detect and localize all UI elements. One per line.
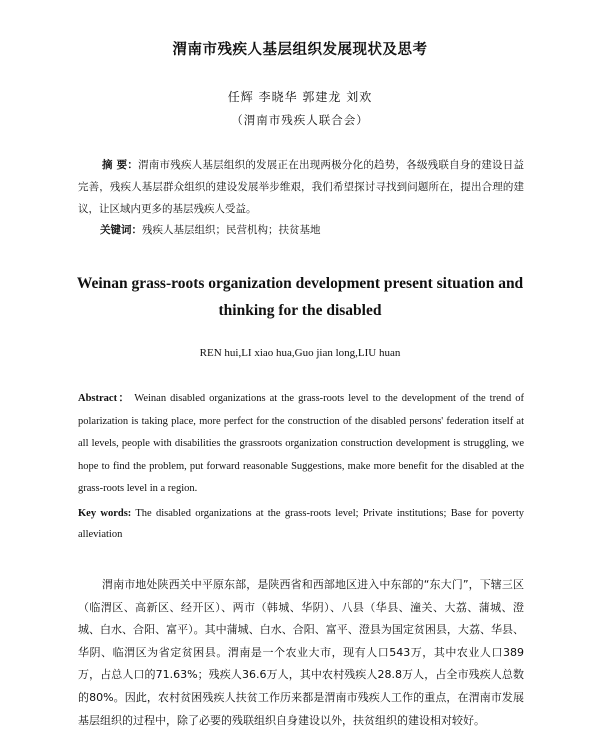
abstract-english [78, 388, 524, 501]
keywords-chinese-label: 关键词： [100, 224, 142, 236]
body-paragraph: 渭南市地处陕西关中平原东部，是陕西省和西部地区进入中东部的“东大门”，下辖三区（临渭区、高新区、经开区）、两市（韩城、华阴）、八县（华县、潼关、大荔、蒲城、澄城、白水、合阳、富平）。其中蒲城、白水、合阳、富平、澄县为国定贫困县，大荔、华县、华阴、临渭区为省定贫困县。渭南是一个农业大市，现有人口543万，其中农业人口389万，占总人口的71.63%；残疾人36.6万人，其中农村残疾人28.8万人，占全市残疾人总数的80%。因此，农村贫困残疾人扶贫工作历来都是渭南市残疾人工作的重点，在渭南市发展基层组织的过程中，除了必要的残联组织自身建设以外，扶贫组织的建设相对较好。 [78, 578, 524, 727]
affiliation-chinese: （渭南市残疾人联合会） [231, 113, 369, 127]
keywords-chinese-text: 残疾人基层组织；民营机构；扶贫基地 [142, 224, 321, 236]
abstract-chinese-label: 摘 要： [102, 159, 139, 171]
authors-english: REN hui,LI xiao hua,Guo jian long,LIU huan [199, 347, 401, 359]
abstract-chinese-text: 渭南市残疾人基层组织的发展正在出现两极分化的趋势，各级残联自身的建设日益完善，残疾人基层群众组织的建设发展举步维艰，我们希望探讨寻找到问题所在，提出合理的建议，让区域内更多的基层残疾人受益。 [78, 159, 524, 215]
abstract-chinese [78, 154, 524, 220]
paper-title-chinese: 渭南市残疾人基层组织发展现状及思考 [172, 42, 428, 58]
keywords-english-text: The disabled organizations at the grass-roots level; Private institutions; Base for poverty alleviation [78, 508, 524, 540]
keywords-english [78, 503, 524, 545]
keywords-english-label: Key words: [78, 508, 132, 519]
abstract-english-label: Abstract： [78, 393, 131, 404]
abstract-english-text: Weinan disabled organizations at the grass-roots level to the development of the trend of polarization is taking place, more perfect for the construction of the disabled persons' federation itself at all levels, people with disabilities the grassroots organization construction development is struggling, we hope to find the problem, put forward reasonable Suggestions, make more benefit for the disabled at the grass-roots level in a region. [78, 393, 525, 494]
keywords-chinese [100, 222, 321, 237]
paper-title-english: Weinan grass-roots organization development present situation and thinking for the disabled [76, 275, 524, 319]
authors-chinese: 任辉 李晓华 郭建龙 刘欢 [227, 90, 373, 104]
